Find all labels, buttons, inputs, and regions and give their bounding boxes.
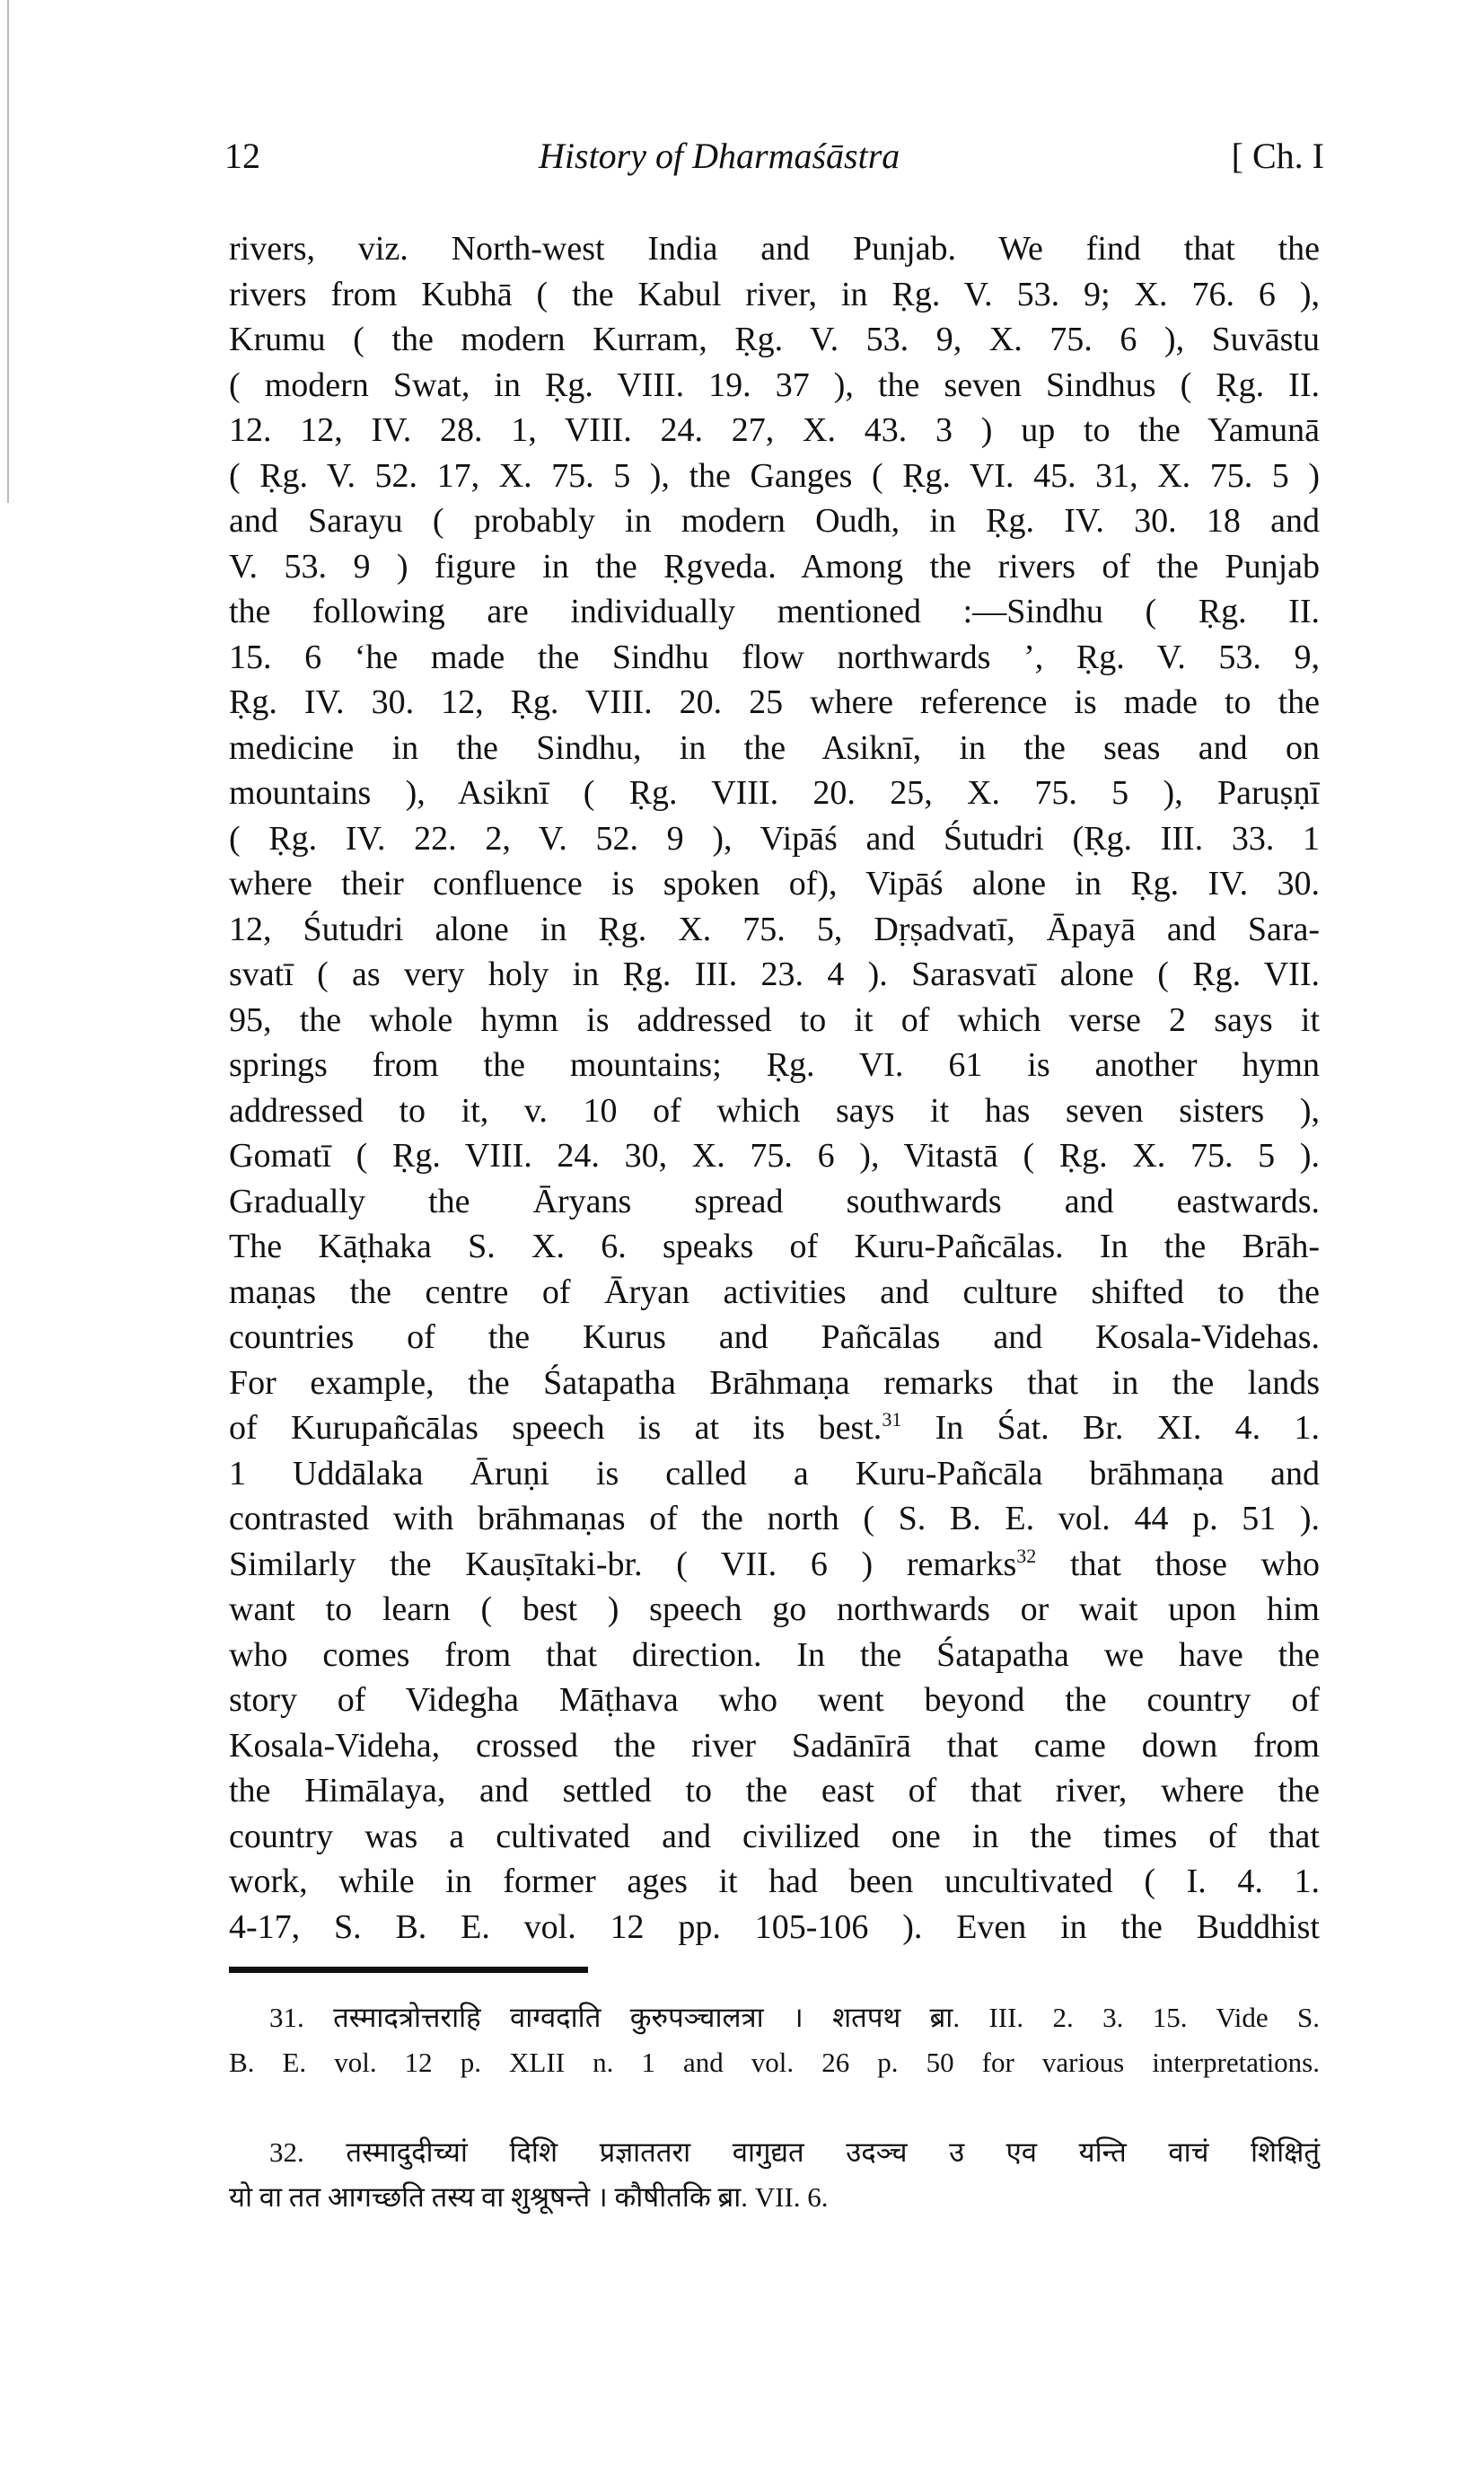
page-number: 12 — [224, 136, 260, 176]
text-line: story of Videgha Māṭhava who went beyond the country of — [229, 1681, 1320, 1719]
text-line: svatī ( as very holy in Ṛg. III. 23. 4 ). Sarasvatī alone ( Ṛg. VII. — [229, 955, 1320, 993]
footnote-32 — [229, 2130, 1320, 2220]
text-line: For example, the Śatapatha Brāhmaṇa remarks that in the lands — [229, 1363, 1320, 1402]
text-line: ( modern Swat, in Ṛg. VIII. 19. 37 ), the seven Sindhus ( Ṛg. II. — [229, 365, 1320, 404]
scan-edge-line — [7, 0, 9, 503]
text-line: V. 53. 9 ) figure in the Ṛgveda. Among the rivers of the Punjab — [229, 547, 1320, 586]
text-line: The Kāṭhaka S. X. 6. speaks of Kuru-Pañcālas. In the Brāh- — [229, 1228, 1320, 1265]
text-line: country was a cultivated and civilized one in the times of that — [229, 1817, 1320, 1855]
text-line: 12, Śutudri alone in Ṛg. X. 75. 5, Dṛṣadvatī, Āpayā and Sara- — [229, 910, 1320, 948]
text-line: addressed to it, v. 10 of which says it has seven sisters ), — [229, 1091, 1320, 1130]
text-line: ( Ṛg. IV. 22. 2, V. 52. 9 ), Vipāś and Śutudri (Ṛg. III. 33. 1 — [229, 819, 1320, 858]
text-segment: Similarly the Kauṣītaki-br. ( VII. 6 ) remarks — [229, 1545, 1017, 1583]
text-line: rivers, viz. North-west India and Punjab. We find that the — [229, 230, 1320, 268]
text-line: who comes from that direction. In the Śatapatha we have the — [229, 1635, 1320, 1674]
text-segment: In Śat. Br. XI. 4. 1. — [901, 1409, 1320, 1447]
text-line — [229, 1405, 1320, 1451]
text-line: mountains ), Asiknī ( Ṛg. VIII. 20. 25, X. 75. 5 ), Paruṣṇī — [229, 774, 1320, 812]
text-line — [229, 1542, 1320, 1588]
chapter-label: [ Ch. I — [1231, 136, 1324, 176]
text-line: contrasted with brāhmaṇas of the north ( S. B. E. vol. 44 p. 51 ). — [229, 1500, 1320, 1537]
footnote-line: 31. तस्मादत्रोत्तराहि वाग्वदाति कुरुपञ्चालत्रा । शतपथ ब्रा. III. 2. 3. 15. Vide S. — [269, 2002, 1320, 2033]
text-line: 1 Uddālaka Āruṇi is called a Kuru-Pañcāla brāhmaṇa and — [229, 1454, 1320, 1493]
text-line: maṇas the centre of Āryan activities and culture shifted to the — [229, 1272, 1320, 1311]
footnote-line: यो वा तत आगच्छति तस्य वा शुश्रूषन्ते । कौषीतकि ब्रा. VII. 6. — [229, 2181, 829, 2213]
text-line: where their confluence is spoken of), Vipāś alone in Ṛg. IV. 30. — [229, 865, 1320, 903]
text-line: rivers from Kubhā ( the Kabul river, in Ṛg. V. 53. 9; X. 76. 6 ), — [229, 275, 1320, 313]
text-line: 4-17, S. B. E. vol. 12 pp. 105-106 ). Even in the Buddhist — [229, 1907, 1320, 1946]
text-line: springs from the mountains; Ṛg. VI. 61 is another hymn — [229, 1046, 1320, 1084]
text-line: countries of the Kurus and Pañcālas and Kosala-Videhas. — [229, 1318, 1320, 1356]
text-line: Gradually the Āryans spread southwards and eastwards. — [229, 1182, 1320, 1220]
text-line: 12. 12, IV. 28. 1, VIII. 24. 27, X. 43. 3 ) up to the Yamunā — [229, 411, 1320, 449]
footnote-31 — [229, 1995, 1320, 2085]
text-line: 95, the whole hymn is addressed to it of which verse 2 says it — [229, 1000, 1320, 1039]
text-line: the following are individually mentioned :—Sindhu ( Ṛg. II. — [229, 593, 1320, 630]
text-line: medicine in the Sindhu, in the Asiknī, in the seas and on — [229, 728, 1320, 767]
body-text — [229, 226, 1320, 1950]
text-line: Ṛg. IV. 30. 12, Ṛg. VIII. 20. 25 where reference is made to the — [229, 683, 1320, 721]
footnote-reference[interactable]: 31 — [882, 1408, 902, 1431]
footnote-reference[interactable]: 32 — [1016, 1544, 1037, 1567]
text-line: 15. 6 ‘he made the Sindhu flow northwards ’, Ṛg. V. 53. 9, — [229, 638, 1320, 676]
text-line: Kosala-Videha, crossed the river Sadānīrā that came down from — [229, 1726, 1320, 1765]
footnote-line: 32. तस्मादुदीच्यां दिशि प्रज्ञाततरा वागुद्यत उदञ्च उ एव यन्ति वाचं शिक्षितुं — [269, 2136, 1320, 2168]
text-line: Krumu ( the modern Kurram, Ṛg. V. 53. 9, X. 75. 6 ), Suvāstu — [229, 321, 1320, 358]
text-segment: of Kurupañcālas speech is at its best. — [229, 1409, 882, 1447]
text-line: ( Ṛg. V. 52. 17, X. 75. 5 ), the Ganges ( Ṛg. VI. 45. 31, X. 75. 5 ) — [229, 456, 1320, 495]
text-line: work, while in former ages it had been uncultivated ( I. 4. 1. — [229, 1862, 1320, 1900]
text-line: want to learn ( best ) speech go northwards or wait upon him — [229, 1590, 1320, 1628]
text-line: the Himālaya, and settled to the east of that river, where the — [229, 1772, 1320, 1810]
running-title: History of Dharmaśāstra — [539, 136, 900, 176]
footnote-line: B. E. vol. 12 p. XLII n. 1 and vol. 26 p. 50 for various interpretations. — [229, 2047, 1320, 2078]
text-segment: that those who — [1036, 1545, 1320, 1583]
running-header — [224, 135, 1324, 189]
text-line: Gomatī ( Ṛg. VIII. 24. 30, X. 75. 6 ), Vitastā ( Ṛg. X. 75. 5 ). — [229, 1137, 1320, 1175]
text-line: and Sarayu ( probably in modern Oudh, in Ṛg. IV. 30. 18 and — [229, 502, 1320, 540]
footnote-rule — [229, 1967, 588, 1973]
